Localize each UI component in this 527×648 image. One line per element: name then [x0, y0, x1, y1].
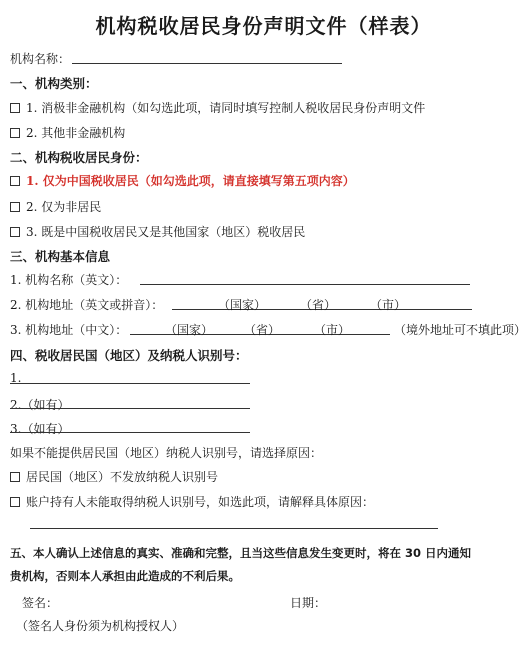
option-label: 2. 其他非金融机构: [26, 126, 126, 140]
section1-option-2[interactable]: [10, 124, 125, 141]
checkbox[interactable]: [10, 227, 20, 237]
institution-name-label: 机构名称：: [10, 52, 71, 66]
name-en-label: 1. 机构名称（英文）：: [10, 273, 128, 287]
checkbox[interactable]: [10, 103, 20, 113]
checkbox[interactable]: [10, 472, 20, 482]
addr-en-city: （市）: [370, 298, 407, 312]
option-label: 居民国（地区）不发放纳税人识别号: [26, 470, 219, 484]
addr-en-label: 2. 机构地址（英文或拼音）：: [10, 298, 164, 312]
date-label: 日期：: [290, 596, 327, 610]
section1-option-1[interactable]: [10, 99, 425, 116]
tin-entry-1-label: 1.: [10, 371, 22, 385]
addr-en-country: （国家）: [218, 298, 267, 312]
tin-entry-2-field[interactable]: [10, 408, 250, 409]
addr-cn-country: （国家）: [165, 323, 214, 337]
section2-option-2[interactable]: [10, 198, 101, 215]
institution-name-field[interactable]: [72, 63, 342, 64]
tin-entry-2-label: 2.（如有）: [10, 398, 70, 412]
option-label: 3. 既是中国税收居民又是其他国家（地区）税收居民: [26, 225, 306, 239]
option-label: 账户持有人未能取得纳税人识别号，如选此项，请解释具体原因：: [26, 495, 375, 509]
section2-option-1[interactable]: [10, 172, 355, 189]
signature-note: （签名人身份须为机构授权人）: [16, 619, 185, 633]
signature-label: 签名：: [22, 596, 59, 610]
option-label: 1. 仅为中国税收居民（如勾选此项，请直接填写第五项内容）: [26, 174, 355, 188]
checkbox[interactable]: [10, 128, 20, 138]
checkbox[interactable]: [10, 497, 20, 507]
reason-option-2[interactable]: [10, 493, 374, 510]
section2-heading: 二、机构税收居民身份：: [10, 150, 148, 165]
addr-cn-province: （省）: [244, 323, 281, 337]
tin-entry-3-field[interactable]: [10, 432, 250, 433]
reason-option-1[interactable]: [10, 468, 218, 485]
reason-explanation-field[interactable]: [30, 528, 438, 529]
checkbox[interactable]: [10, 176, 20, 186]
option-label: 1. 消极非金融机构（如勾选此项，请同时填写控制人税收居民身份声明文件: [26, 101, 426, 115]
tin-entry-3-label: 3.（如有）: [10, 422, 70, 436]
section1-heading: 一、机构类别：: [10, 76, 98, 91]
reason-prompt: 如果不能提供居民国（地区）纳税人识别号，请选择原因：: [10, 446, 323, 460]
name-en-field[interactable]: [140, 284, 470, 285]
section5-line2: 贵机构，否则本人承担由此造成的不利后果。: [10, 569, 240, 583]
tin-entry-1-field[interactable]: [10, 383, 250, 384]
checkbox[interactable]: [10, 202, 20, 212]
section3-heading: 三、机构基本信息: [10, 249, 111, 264]
addr-cn-note: （境外地址可不填此项）: [394, 323, 527, 337]
document-title: 机构税收居民身份声明文件（样表）: [95, 14, 432, 38]
section4-heading: 四、税收居民国（地区）及纳税人识别号：: [10, 348, 248, 363]
addr-en-province: （省）: [300, 298, 337, 312]
option-label: 2. 仅为非居民: [26, 200, 102, 214]
addr-cn-city: （市）: [314, 323, 351, 337]
section2-option-3[interactable]: [10, 223, 305, 240]
addr-cn-label: 3. 机构地址（中文）：: [10, 323, 128, 337]
section5-line1: 五、本人确认上述信息的真实、准确和完整，且当这些信息发生变更时，将在 30 日内通知: [10, 546, 472, 560]
